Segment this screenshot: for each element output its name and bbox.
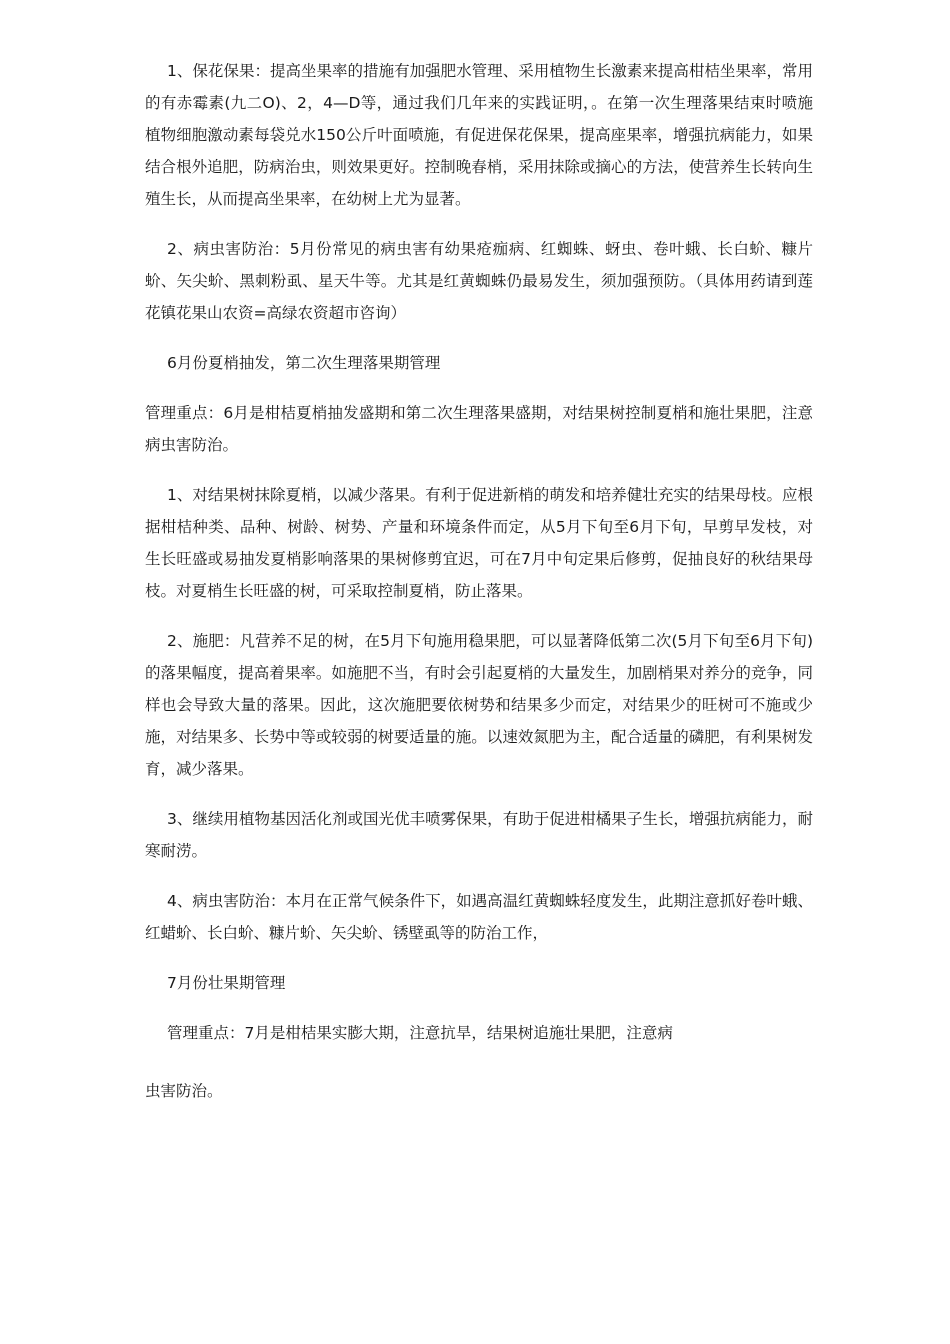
- paragraph-july-focus-continued: 虫害防治。: [145, 1082, 223, 1100]
- paragraph-pest-control-may: 2、病虫害防治：5月份常见的病虫害有幼果疮痂病、红蜘蛛、蚜虫、卷叶蛾、长白蚧、糠片蚧、矢尖蚧、黑刺粉虱、星天牛等。尤其是红黄蜘蛛仍最易发生，须加强预防。（具体用药请到莲花镇花果山农资=高绿农资超市咨询）: [145, 240, 813, 322]
- paragraph-spray-protection: 3、继续用植物基因活化剂或国光优丰喷雾保果，有助于促进柑橘果子生长，增强抗病能力，耐寒耐涝。: [145, 810, 813, 860]
- heading-july-management: 7月份壮果期管理: [167, 974, 286, 992]
- heading-june-management: 6月份夏梢抽发，第二次生理落果期管理: [167, 354, 441, 372]
- paragraph-summer-shoot-removal: 1、对结果树抹除夏梢，以减少落果。有利于促进新梢的萌发和培养健壮充实的结果母枝。应根据柑桔种类、品种、树龄、树势、产量和环境条件而定，从5月下旬至6月下旬，早剪早发枝，对生长旺盛或易抽发夏梢影响落果的果树修剪宜迟，可在7月中旬定果后修剪，促抽良好的秋结果母枝。对夏梢生长旺盛的树，可采取控制夏梢，防止落果。: [145, 486, 813, 600]
- paragraph-june-focus: 管理重点：6月是柑桔夏梢抽发盛期和第二次生理落果盛期，对结果树控制夏梢和施壮果肥，注意病虫害防治。: [145, 404, 813, 454]
- document-page: [145, 55, 813, 1107]
- paragraph-fertilizing: 2、施肥：凡营养不足的树，在5月下旬施用稳果肥，可以显著降低第二次(5月下旬至6月下旬)的落果幅度，提高着果率。如施肥不当，有时会引起夏梢的大量发生，加剧梢果对养分的竞争，同样也会导致大量的落果。因此，这次施肥要依树势和结果多少而定，对结果少的旺树可不施或少施，对结果多、长势中等或较弱的树要适量的施。以速效氮肥为主，配合适量的磷肥，有利果树发育，减少落果。: [145, 632, 813, 778]
- paragraph-july-focus: 管理重点：7月是柑桔果实膨大期，注意抗旱，结果树追施壮果肥，注意病: [167, 1024, 673, 1042]
- paragraph-flower-fruit-retention: 1、保花保果：提高坐果率的措施有加强肥水管理、采用植物生长激素来提高柑桔坐果率，常用的有赤霉素(九二O)、2，4—D等，通过我们几年来的实践证明，。在第一次生理落果结束时喷施植物细胞激动素每袋兑水150公斤叶面喷施，有促进保花保果，提高座果率，增强抗病能力，如果结合根外追肥，防病治虫，则效果更好。控制晚春梢，采用抹除或摘心的方法，使营养生长转向生殖生长，从而提高坐果率，在幼树上尤为显著。: [145, 62, 813, 208]
- paragraph-pest-control-june: 4、病虫害防治：本月在正常气候条件下，如遇高温红黄蜘蛛轻度发生，此期注意抓好卷叶蛾、红蜡蚧、长白蚧、糠片蚧、矢尖蚧、锈壁虱等的防治工作，: [145, 892, 813, 942]
